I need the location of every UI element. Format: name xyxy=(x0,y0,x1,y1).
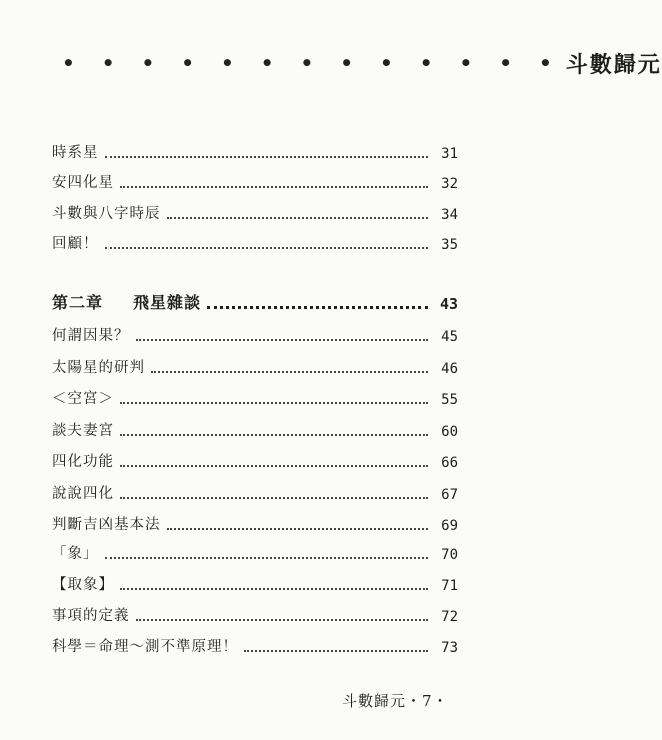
toc-entry-label: 斗數與八字時辰 xyxy=(52,206,161,222)
toc-entry-label: 事項的定義 xyxy=(52,608,130,624)
toc-entry-page: 67 xyxy=(441,487,458,503)
toc-entry[interactable] xyxy=(52,572,458,594)
toc-entry-label: ＜空宮＞ xyxy=(52,391,114,407)
toc-entry-label: 【取象】 xyxy=(52,577,114,593)
chapter-title: 飛星雜談 xyxy=(133,293,202,312)
toc-entry-label: 時系星 xyxy=(52,145,99,161)
toc-entry[interactable] xyxy=(52,418,458,440)
toc-entry[interactable] xyxy=(52,481,458,503)
toc-entry-page: 31 xyxy=(441,146,458,162)
chapter-page: 43 xyxy=(439,295,458,313)
toc-entry[interactable] xyxy=(52,323,458,345)
toc-entry-label: 安四化星 xyxy=(52,175,114,191)
toc-entry[interactable] xyxy=(52,140,458,162)
toc-entry-label: 「象」 xyxy=(52,546,99,562)
dot-leader xyxy=(120,433,428,436)
toc-entry-page: 46 xyxy=(441,361,458,377)
toc-entry-page: 60 xyxy=(441,424,458,440)
dot-leader xyxy=(105,556,429,559)
dot-leader xyxy=(207,305,428,309)
toc-entry[interactable] xyxy=(52,355,458,377)
chapter-heading[interactable] xyxy=(52,291,458,313)
toc-entry-page: 45 xyxy=(441,329,458,345)
page-footer: 斗數歸元・7・ xyxy=(342,692,449,710)
toc-entry-page: 69 xyxy=(441,518,458,534)
dot-leader xyxy=(120,464,428,467)
toc-entry-page: 66 xyxy=(441,455,458,471)
toc-entry-page: 55 xyxy=(441,392,458,408)
toc-entry-page: 70 xyxy=(441,547,458,563)
toc-entry-label: 科學＝命理～測不準原理！ xyxy=(52,639,238,655)
header-title: 斗數歸元 xyxy=(565,51,662,78)
dot-leader xyxy=(244,649,428,652)
toc-entry-page: 35 xyxy=(441,237,458,253)
dot-leader xyxy=(105,155,429,158)
toc-entry-page: 73 xyxy=(441,640,458,656)
toc-entry-label: 四化功能 xyxy=(52,454,114,470)
toc-entry-label: 判斷吉凶基本法 xyxy=(52,517,161,533)
dot-leader xyxy=(167,527,429,530)
toc-entry-page: 32 xyxy=(441,176,458,192)
toc-entry[interactable] xyxy=(52,231,458,253)
toc-entry[interactable] xyxy=(52,541,458,563)
dot-leader xyxy=(120,496,428,499)
chapter-number: 第二章 xyxy=(52,293,104,312)
header-dot-leader: • • • • • • • • • • • • • xyxy=(62,51,562,75)
toc-entry-page: 72 xyxy=(441,609,458,625)
running-header xyxy=(62,48,662,78)
toc-entry-label: 談夫妻宮 xyxy=(52,423,114,439)
toc-entry[interactable] xyxy=(52,170,458,192)
toc-entry[interactable] xyxy=(52,386,458,408)
toc-entry[interactable] xyxy=(52,512,458,534)
toc-entry[interactable] xyxy=(52,449,458,471)
toc-entry-label: 太陽星的研判 xyxy=(52,360,145,376)
toc-entry[interactable] xyxy=(52,201,458,223)
toc-entry[interactable] xyxy=(52,603,458,625)
dot-leader xyxy=(120,587,428,590)
toc-entry-label: 回顧！ xyxy=(52,236,99,252)
dot-leader xyxy=(151,370,428,373)
dot-leader xyxy=(167,216,429,219)
dot-leader xyxy=(120,185,428,188)
toc-entry-page: 71 xyxy=(441,578,458,594)
dot-leader xyxy=(105,246,429,249)
dot-leader xyxy=(136,338,429,341)
dot-leader xyxy=(136,618,429,621)
toc-entry-label: 說說四化 xyxy=(52,486,114,502)
toc-entry[interactable] xyxy=(52,634,458,656)
dot-leader xyxy=(120,401,428,404)
toc-entry-label: 何謂因果？ xyxy=(52,328,130,344)
toc-entry-page: 34 xyxy=(441,207,458,223)
